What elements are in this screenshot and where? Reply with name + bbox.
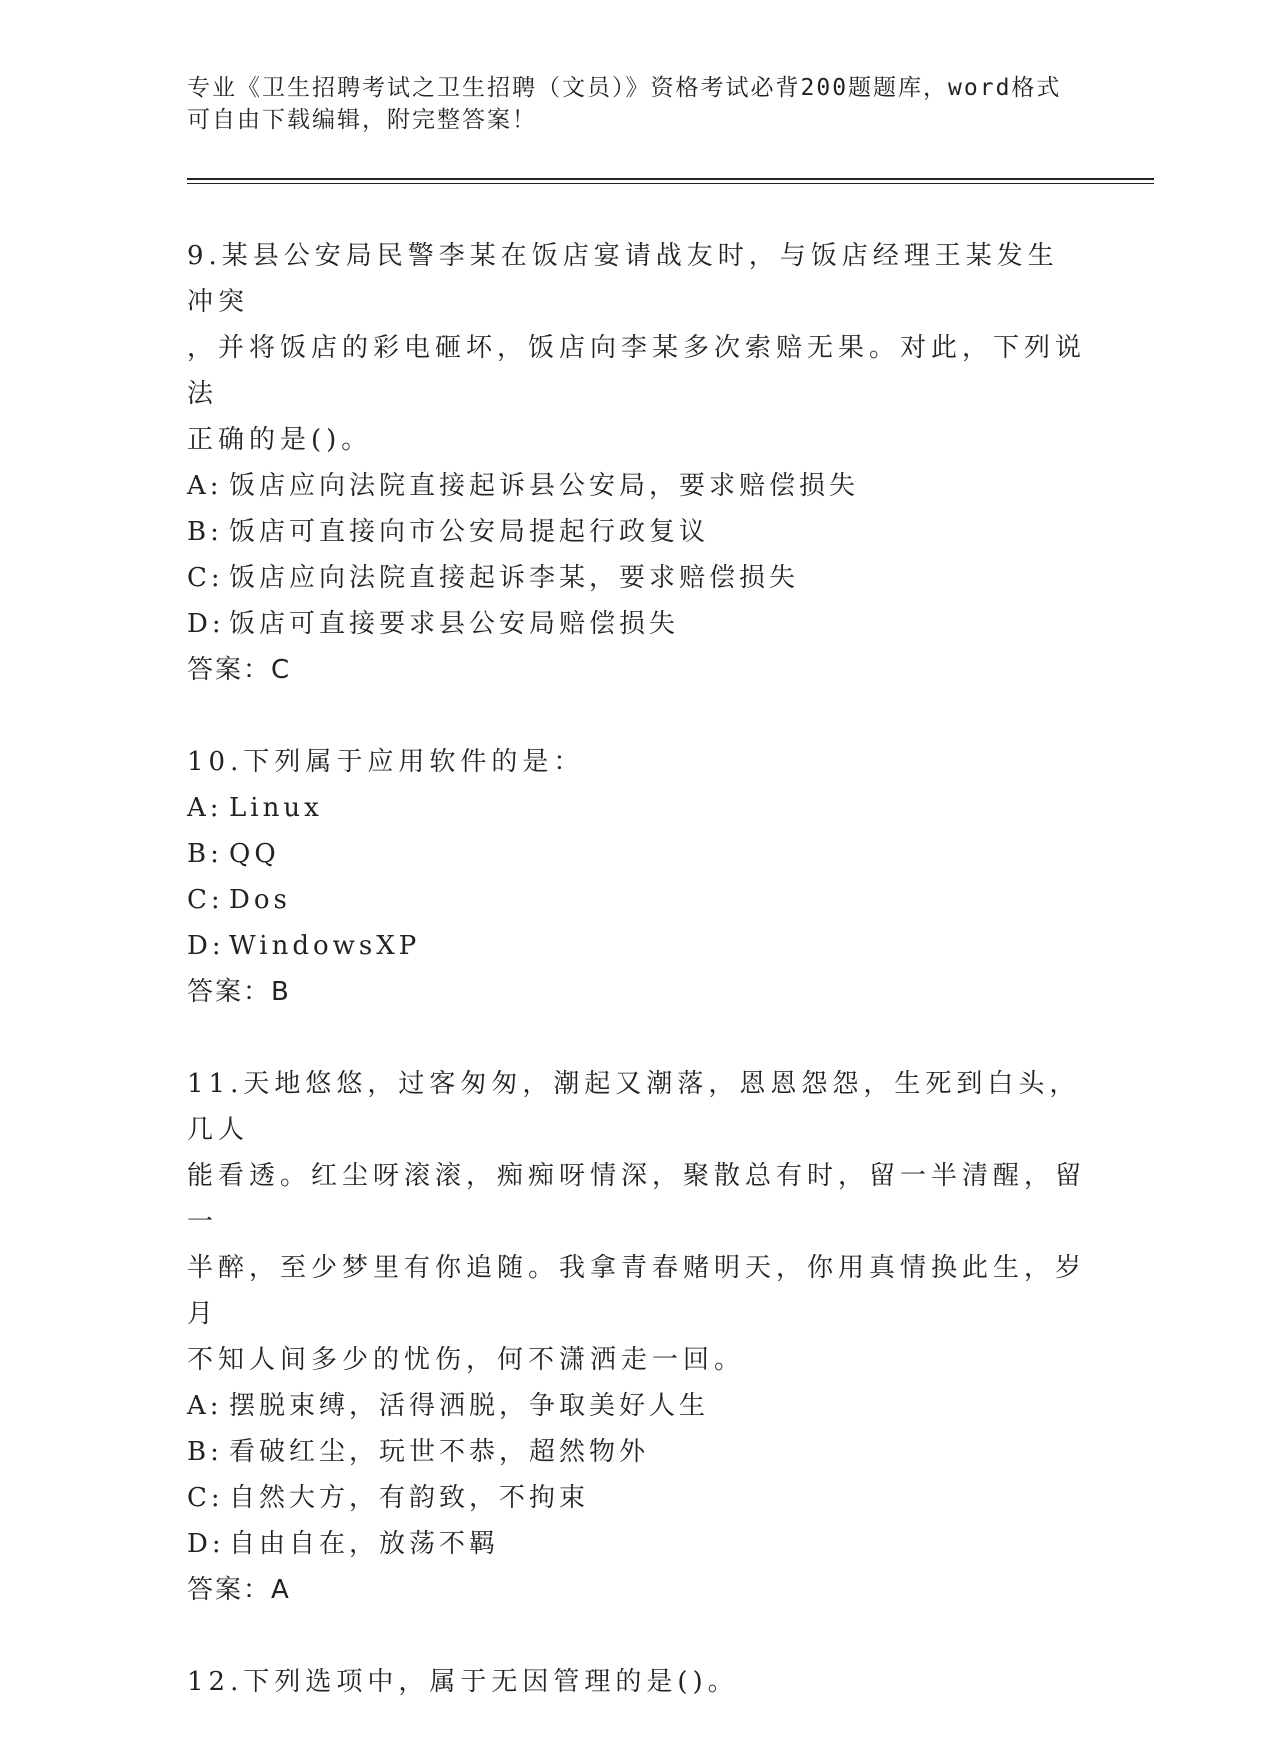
question-12	[187, 1659, 1087, 1705]
option-a	[187, 463, 1087, 509]
answer-label: 答案：B	[187, 977, 291, 1007]
option-key: D:	[187, 609, 225, 639]
option-text: WindowsXP	[229, 931, 421, 961]
option-text: 饭店应向法院直接起诉县公安局，要求赔偿损失	[229, 471, 860, 501]
option-key: B:	[187, 1437, 223, 1467]
option-d	[187, 923, 1087, 969]
option-text: 饭店应向法院直接起诉李某，要求赔偿损失	[229, 563, 800, 593]
question-text	[187, 233, 1087, 463]
option-c	[187, 555, 1087, 601]
option-key: C:	[187, 885, 224, 915]
option-key: B:	[187, 839, 223, 869]
question-11	[187, 1061, 1087, 1613]
answer-label: 答案：A	[187, 1575, 291, 1605]
option-key: B:	[187, 517, 223, 547]
answer-label: 答案：C	[187, 655, 292, 685]
question-text	[187, 1659, 1087, 1705]
option-d	[187, 601, 1087, 647]
option-text: 自然大方，有韵致，不拘束	[229, 1483, 590, 1513]
option-key: A:	[187, 471, 223, 501]
question-line: 9.某县公安局民警李某在饭店宴请战友时，与饭店经理王某发生冲突	[187, 241, 1059, 317]
question-line: 能看透。红尘呀滚滚，痴痴呀情深，聚散总有时，留一半清醒，留一	[187, 1161, 1087, 1237]
option-text: 饭店可直接要求县公安局赔偿损失	[229, 609, 680, 639]
option-key: D:	[187, 931, 225, 961]
header-line-1: 专业《卫生招聘考试之卫生招聘（文员）》资格考试必背200题题库，word格式	[187, 75, 1062, 101]
option-text: 饭店可直接向市公安局提起行政复议	[229, 517, 710, 547]
question-line: 10.下列属于应用软件的是：	[187, 747, 585, 777]
option-key: A:	[187, 1391, 223, 1421]
option-key: D:	[187, 1529, 225, 1559]
option-text: Dos	[229, 885, 291, 915]
option-b	[187, 1429, 1087, 1475]
question-text	[187, 739, 1087, 785]
option-key: C:	[187, 563, 224, 593]
option-text: 摆脱束缚，活得洒脱，争取美好人生	[229, 1391, 710, 1421]
header-divider	[187, 178, 1154, 184]
option-b	[187, 831, 1087, 877]
option-a	[187, 785, 1087, 831]
question-line: 12.下列选项中，属于无因管理的是()。	[187, 1667, 739, 1697]
option-text: Linux	[229, 793, 323, 823]
option-key: A:	[187, 793, 223, 823]
question-line: 不知人间多少的忧伤，何不潇洒走一回。	[187, 1345, 746, 1375]
option-d	[187, 1521, 1087, 1567]
document-header	[187, 72, 1087, 136]
question-line: 正确的是()。	[187, 425, 373, 455]
question-text	[187, 1061, 1087, 1383]
option-c	[187, 1475, 1087, 1521]
option-a	[187, 1383, 1087, 1429]
question-line: 半醉，至少梦里有你追随。我拿青春赌明天，你用真情换此生，岁月	[187, 1253, 1087, 1329]
header-line-2: 可自由下载编辑，附完整答案！	[187, 107, 537, 133]
question-9	[187, 233, 1087, 693]
question-list	[187, 233, 1087, 1751]
option-c	[187, 877, 1087, 923]
option-text: 看破红尘，玩世不恭，超然物外	[229, 1437, 650, 1467]
question-line: ，并将饭店的彩电砸坏，饭店向李某多次索赔无果。对此，下列说法	[187, 333, 1087, 409]
option-b	[187, 509, 1087, 555]
question-line: 11.天地悠悠，过客匆匆，潮起又潮落，恩恩怨怨，生死到白头，几人	[187, 1069, 1081, 1145]
option-text: QQ	[229, 839, 280, 869]
option-key: C:	[187, 1483, 224, 1513]
option-text: 自由自在，放荡不羁	[229, 1529, 500, 1559]
question-10	[187, 739, 1087, 1015]
